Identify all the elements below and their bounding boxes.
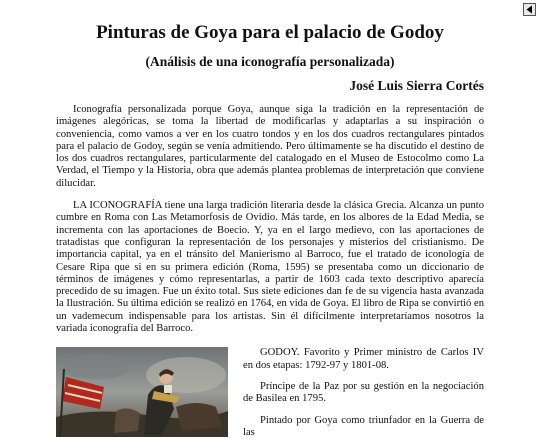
page-title: Pinturas de Goya para el palacio de Godoy — [96, 22, 444, 43]
caption-principe: Príncipe de la Paz por su gestión en la negociación de Basilea en 1795. — [243, 380, 484, 405]
caption-godoy: GODOY. Favorito y Primer ministro de Carlos IV en dos etapas: 1792-97 y 1801-08. — [243, 347, 484, 371]
page-subtitle: (Análisis de una iconografía personalizada) — [145, 54, 395, 69]
back-arrow-icon — [525, 5, 534, 14]
back-button[interactable] — [523, 3, 536, 16]
godoy-painting-image — [56, 347, 228, 437]
author-name: José Luis Sierra Cortés — [349, 78, 484, 93]
paragraph-intro: Iconografía personalizada porque Goya, aunque siga la tradición en la representación de imágenes alegóricas, se toma la libertad de modificarlas y adaptarlas a su inspiración o conveniencia, como vamos a ver en los cuatro tondos y en los dos cuadros rectangulares pintados para el palacio de Godoy, según se venía admitiendo. Pero últimamente se ha discutido el destino de los dos cuadros rectangulares, particularmente del catalogado en el Museo de Estocolmo como La Verdad, el Tiempo y la Historia, obra que además plantea problemas de interpretación que conviene dilucidar. — [56, 104, 484, 189]
figure-section — [56, 347, 484, 437]
caption-pintado: Pintado por Goya como triunfador en la Guerra de las — [243, 414, 484, 438]
paragraph-iconografia: LA ICONOGRAFÍA tiene una larga tradición literaria desde la clásica Grecia. Alcanza un punto cumbre en Roma con Las Metamorfosis de Ovidio. Más tarde, en los albores de la Edad Media, se incrementa con las aportaciones de Boecio. Y, ya en el largo medievo, con las aportaciones de tratadistas que configuran la representación de los personajes y misterios del cristianismo. De importancia capital, ya en el tránsito del Manierismo al Barroco, fue el tratado de iconología de Cesare Ripa que si en su primera edición (Roma, 1595) se presentaba como un diccionario de términos de imágenes y cómo representarlas, a partir de 1603 cada texto descriptivo aparecía precedido de su imagen. Fue un éxito total. Sus siete ediciones dan fe de su vigencia hasta avanzada la Ilustración. Su última edición se realizó en 1764, en vida de Goya. El libro de Ripa se convirtió en un vademecum indispensable para los artistas. Sin él difícilmente interpretaríamos nosotros la variada iconografía del Barroco. — [56, 200, 484, 335]
godoy-painting — [56, 347, 228, 437]
article — [56, 22, 484, 437]
caption-text — [243, 347, 484, 448]
